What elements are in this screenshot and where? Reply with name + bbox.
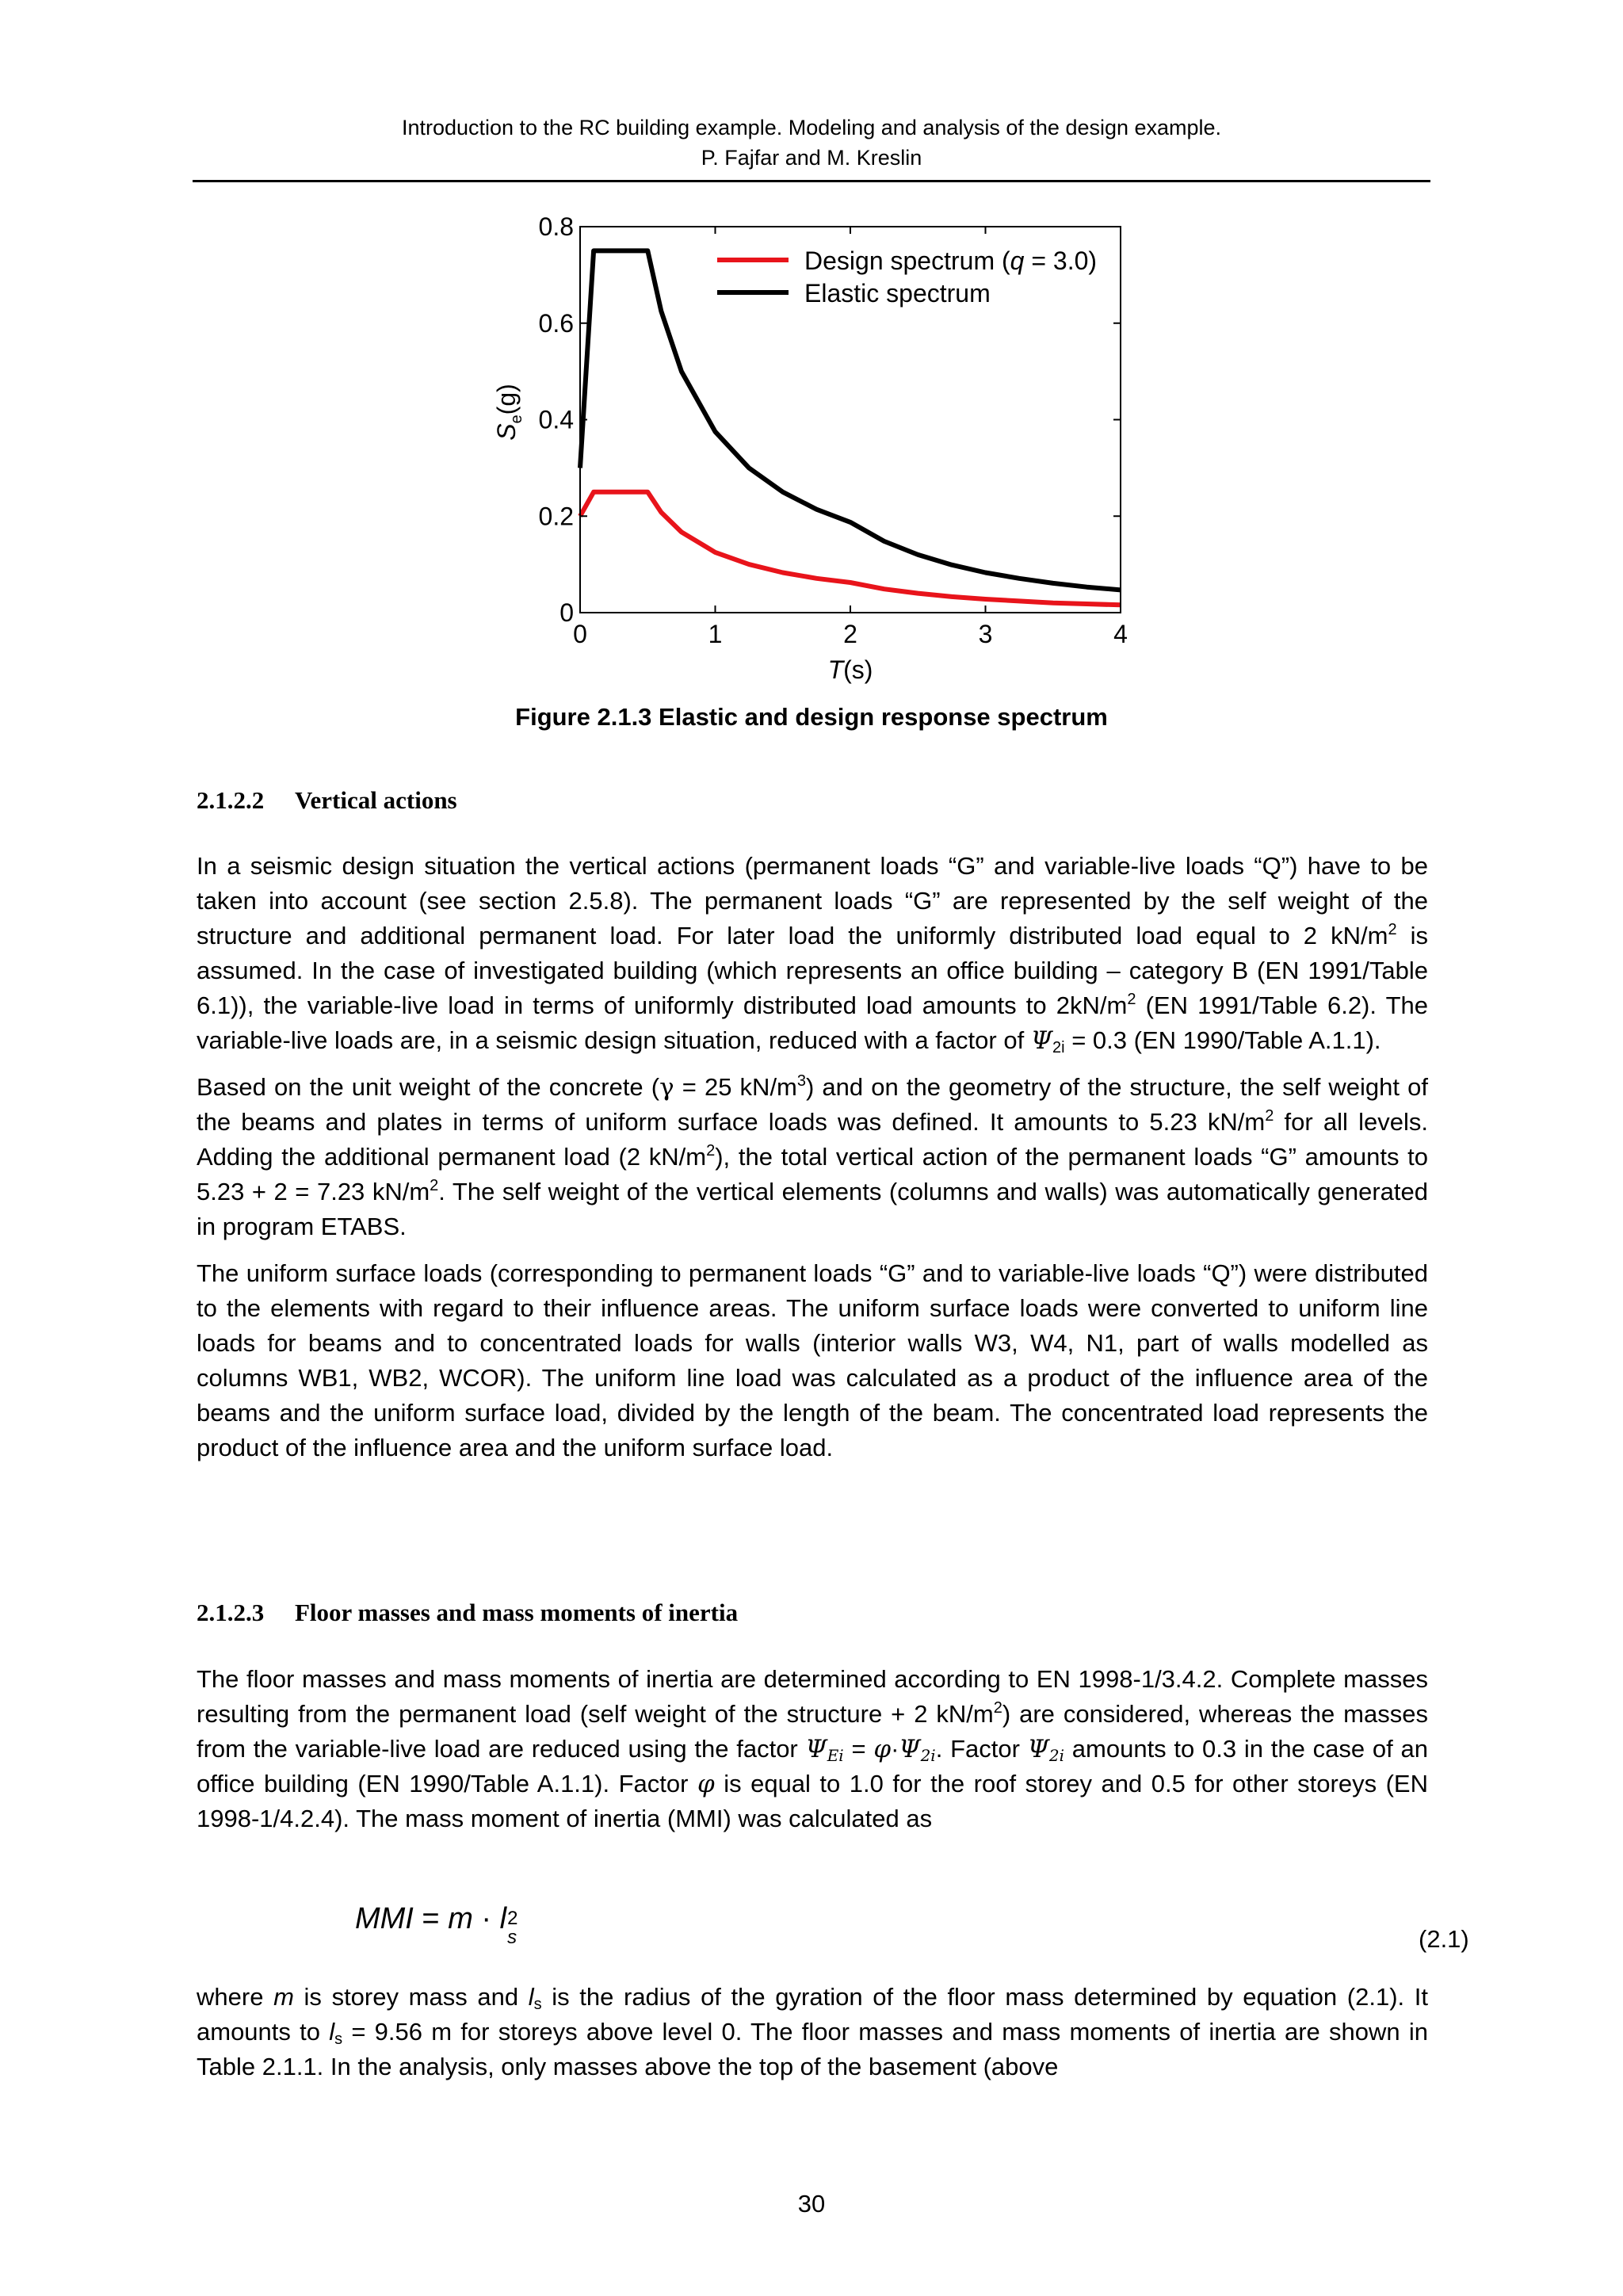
x-tick-label: 1 [708,620,723,648]
paragraph-radius-of-gyration: where m is storey mass and $l_s$ is the radius of the gyration of the floor mass determined by equation (2.1). It amounts to $l_s = 9.56$ m for storeys above level 0. The floor masses and mass moments of inertia are shown in Table 2.1.1. In the analysis, only masses above the top of the basement (above [197,1983,1429,2080]
legend-label-design: Design spectrum (q = 3.0) [804,246,1098,275]
paragraph-vertical-actions-2: Based on the unit weight of the concrete (γ = 25 $kN/m^3$) and on the geometry of the structure, the self weight of the beams and plates in terms of uniform surface loads was defined. It amounts to 5.23 $kN/m^2$ for all levels. Adding the additional permanent load (2 $kN/m^2$), the total vertical action of the permanent loads “G” amounts to 5.23 + 2 = 7.23 $kN/m^2$. The self weight of the vertical elements (columns and walls) was automatically generated in program ETABS. [197,1072,1428,1240]
header-rule [193,180,1430,182]
page-number: 30 [797,2190,826,2218]
y-tick-label: 0.6 [538,308,574,338]
x-tick-label: 2 [843,620,857,648]
x-tick-label: 0 [573,620,587,648]
section-heading-floor-masses: 2.1.2.3 Floor masses and mass moments of inertia [197,1599,739,1626]
response-spectrum-chart [475,204,1157,688]
x-tick-label: 4 [1113,620,1128,648]
equation-mmi: MMI = m · l 2 s [355,1902,518,1948]
final-paragraph [197,1980,1428,2096]
y-axis-label: $S_e(g)$ [492,384,525,441]
running-header-authors: P. Fajfar and M. Kreslin [701,146,922,170]
figure-caption: Figure 2.1.3 Elastic and design response spectrum [515,703,1108,731]
running-header-title: Introduction to the RC building example. Modeling and analysis of the design example. [401,116,1222,139]
equation-number: (2.1) [1419,1925,1469,1953]
vertical-actions-body [197,849,1428,1477]
x-tick-label: 3 [978,620,993,648]
paragraph-vertical-actions-1: In a seismic design situation the vertical actions (permanent loads “G” and variable-live loads “Q”) have to be taken into account (see section 2.5.8). The permanent loads “G” are represented by the self weight of the structure and additional permanent load. For later load the uniformly distributed load equal to 2 $kN/m^2$ is assumed. In the case of investigated building (which represents an office building – category B (EN 1991/Table 6.1)), the variable-live load in terms of uniformly distributed load amounts to $2kN/m^2$ (EN 1991/Table 6.2). The variable-live loads are, in a seismic design situation, reduced with a factor of $\Psi_{2i} = 0.3$ (EN 1990/Table A.1.1). [197,852,1429,1056]
x-axis-label: T(s) [827,655,873,684]
y-tick-label: 0.2 [538,502,574,531]
paragraph-floor-masses: The floor masses and mass moments of inertia are determined according to EN 1998-1/3.4.2. Complete masses resulting from the permanent load (self weight of the structure + 2 $kN/m^2$) are considered, whereas the masses from the variable-live load are reduced using the factor $\Psi_{Ei} = \varphi\cdot\Psi_{2i}$. Factor $\Psi_{2i}$ amounts to 0.3 in the case of an office building (EN 1990/Table A.1.1). Factor φ is equal to 1.0 for the roof storey and 0.5 for other storeys (EN 1998-1/4.2.4). The mass moment of inertia (MMI) was calculated as [197,1665,1428,1832]
y-tick-label: 0 [559,598,574,627]
y-tick-label: 0.8 [538,212,574,241]
section-heading-vertical-actions: 2.1.2.2 Vertical actions [197,786,457,814]
series-line-design [580,492,1121,606]
floor-masses-body [197,1662,1428,1848]
paragraph-vertical-actions-3: The uniform surface loads (corresponding to permanent loads “G” and to variable-live loads “Q”) were distributed to the elements with regard to their influence areas. The uniform surface loads were converted to uniform line loads for beams and to concentrated loads for walls (interior walls W3, W4, N1, part of walls modelled as columns WB1, WB2, WCOR). The uniform line load was calculated as a product of the influence area of the beams and the uniform surface load, divided by the length of the beam. The concentrated load represents the product of the influence area and the uniform surface load. [197,1259,1428,1461]
legend-label-elastic: Elastic spectrum [804,279,991,308]
legend [717,246,1097,308]
y-tick-label: 0.4 [538,405,574,434]
